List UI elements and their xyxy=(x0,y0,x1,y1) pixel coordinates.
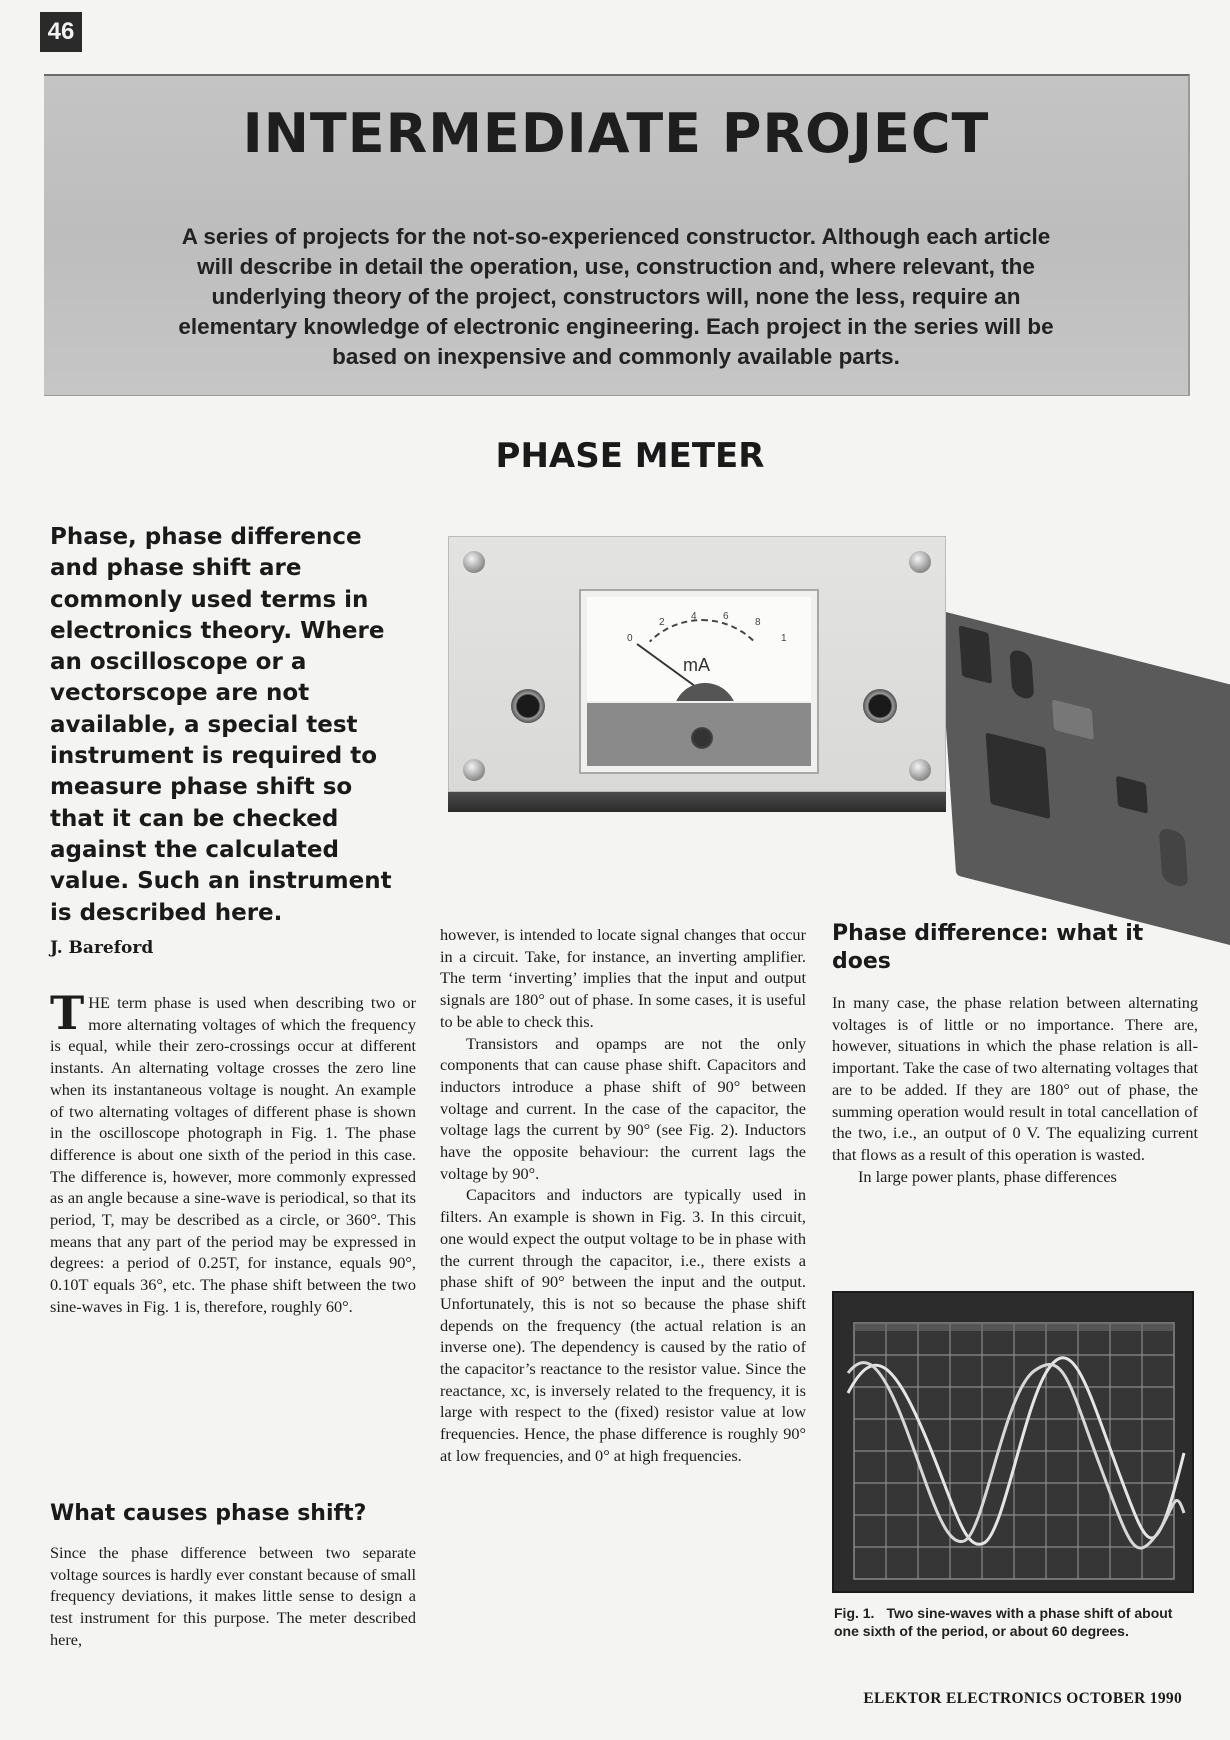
series-description-line: based on inexpensive and commonly available parts. xyxy=(332,344,900,369)
zero-adjust-screw xyxy=(691,727,713,749)
meter-unit-label: mA xyxy=(683,655,710,675)
body-paragraph: In many case, the phase relation between alternating voltages is of little or no importance. There are, however, situations in which the phase relation is all-important. Take the case of two alternating voltages that are to be added. If they are 180° out of phase, the summing operation would result in total cancellation of the two, i.e., an output of 0 V. The equalizing current that flows as a result of this operation is wasted. xyxy=(832,993,1198,1164)
series-description-line: will describe in detail the operation, use, construction and, where relevant, the xyxy=(197,254,1035,279)
body-paragraph: Since the phase difference between two separate voltage sources is hardly ever constant because of small frequency deviations, it makes little sense to design a test instrument for this purpose. The meter described here, xyxy=(50,1543,416,1649)
meter-lower-panel xyxy=(587,703,811,766)
figure-label: Fig. 1. xyxy=(834,1605,875,1621)
pcb-capacitor xyxy=(1009,648,1034,701)
page-number: 46 xyxy=(40,12,82,52)
pcb-relay xyxy=(1052,699,1094,740)
column-1 xyxy=(50,986,416,1318)
body-paragraph: however, is intended to locate signal changes that occur in a circuit. Take, for instance, an inverting amplifier. The term ‘inverting’ implies that the input and output signals are 180° out of phase. In some cases, it is useful to be able to check this. xyxy=(440,925,806,1031)
screw-icon xyxy=(463,759,485,781)
series-description-line: elementary knowledge of electronic engineering. Each project in the series will be xyxy=(178,314,1054,339)
pcb-electrolytic xyxy=(1159,827,1189,889)
series-description xyxy=(104,222,1128,372)
oscilloscope-graticule xyxy=(834,1293,1196,1595)
body-text: HE term phase is used when describing two or more alternating voltages of which the frequency is equal, while their zero-crossings occur at different instants. An alternating voltage crosses the zero line when its instantaneous voltage is nought. An example of two alternating voltages of different phase is shown in the oscilloscope photograph in Fig. 1. The phase difference is about one sixth of the period in this case. The difference is, however, more commonly expressed as an angle because a sine-wave is periodical, so that its period, T, may be described as a circle, or 360°. This means that any part of the period may be expressed in degrees: a period of 0.25T, for instance, equals 90°, 0.10T equals 36°, etc. The phase shift between the two sine-waves in Fig. 1 is, therefore, roughly 60°. xyxy=(50,993,416,1316)
moving-coil-meter xyxy=(579,589,819,774)
figure-1-caption xyxy=(834,1604,1198,1640)
section-heading-phase-difference: Phase difference: what it does xyxy=(832,921,1144,974)
section-heading-what-causes-phase-shift: What causes phase shift? xyxy=(50,1501,367,1526)
body-paragraph xyxy=(50,986,416,1318)
screw-icon xyxy=(463,551,485,573)
article-title: PHASE METER xyxy=(495,436,765,476)
screw-icon xyxy=(909,759,931,781)
oscilloscope-photo-fig1 xyxy=(832,1291,1194,1593)
body-paragraph: Capacitors and inductors are typically used in filters. An example is shown in Fig. 3. In this circuit, one would expect the output voltage to be in phase with the current through the capacitor, i.e., there exists a phase shift of 90° between the input and the output. Unfortunately, this is not so because the phase shift depends on the frequency (the actual relation is an inverse one). The dependency is caused by the ratio of the capacitor’s reactance to the resistor value. Since the reactance, xc, is inversely related to the frequency, it is large with respect to the (fixed) resistor value at low frequencies. Hence, the phase difference is roughly 90° at low frequencies, and 0° at high frequencies. xyxy=(440,1185,806,1465)
pcb-trimmer xyxy=(1116,776,1148,814)
enclosure-base xyxy=(448,792,946,812)
drop-cap: T xyxy=(50,986,85,1040)
meter-scale-label: 0 xyxy=(627,633,633,644)
meter-dial xyxy=(587,597,811,701)
article-intro: Phase, phase difference and phase shift are commonly used terms in electronics theory. Where an oscilloscope or a vectorscope are not available, a special test instrument is required to measure phase shift so that it can be checked against the calculated value. Such an instrument is described here. xyxy=(50,524,392,926)
column-3 xyxy=(832,992,1198,1187)
meter-scale-label: 6 xyxy=(723,611,729,622)
meter-scale-label: 1 xyxy=(781,633,787,644)
series-description-line: A series of projects for the not-so-experienced constructor. Although each article xyxy=(181,224,1051,249)
series-title: INTERMEDIATE PROJECT xyxy=(242,102,990,165)
meter-scale-label: 8 xyxy=(755,617,761,628)
meter-scale-label: 2 xyxy=(659,617,665,628)
input-socket-left xyxy=(511,689,545,723)
meter-scale-label: 4 xyxy=(691,611,697,622)
magazine-footer: ELEKTOR ELECTRONICS OCTOBER 1990 xyxy=(863,1690,1182,1707)
enclosure-front-panel xyxy=(448,536,946,792)
column-1-continued xyxy=(50,1542,416,1651)
column-2 xyxy=(440,924,806,1467)
body-paragraph: In large power plants, phase differences xyxy=(858,1166,1117,1186)
phase-meter-photo xyxy=(448,530,1208,930)
input-socket-right xyxy=(863,689,897,723)
series-description-line: underlying theory of the project, constructors will, none the less, require an xyxy=(211,284,1021,309)
figure-caption-text: Two sine-waves with a phase shift of about one sixth of the period, or about 60 degrees. xyxy=(834,1605,1173,1639)
pcb-ic xyxy=(986,732,1051,819)
pcb-component xyxy=(959,625,992,684)
body-paragraph: Transistors and opamps are not the only components that can cause phase shift. Capacitors and inductors introduce a phase shift of 90° between voltage and current. In the case of the capacitor, the voltage lags the current by 90° (see Fig. 2). Inductors have the opposite behaviour: the current lags the voltage by 90°. xyxy=(440,1033,806,1183)
screw-icon xyxy=(909,551,931,573)
circuit-board xyxy=(938,610,1230,959)
author-byline: J. Bareford xyxy=(50,938,154,958)
series-banner xyxy=(44,74,1190,396)
